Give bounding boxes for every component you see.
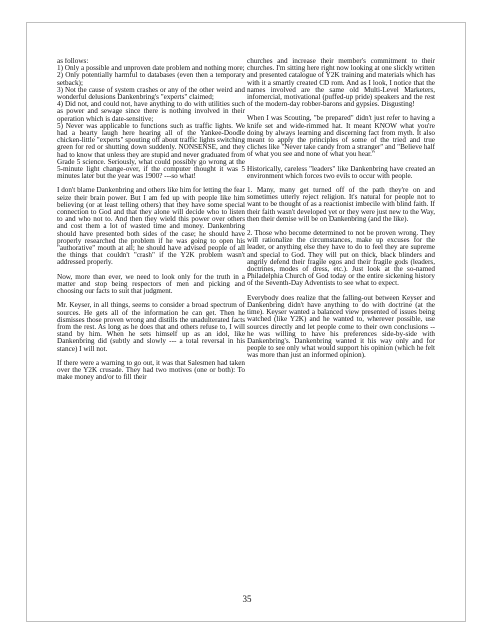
paragraph: I don't blame Dankenbring and others like him for letting the fear seize their brain power. But I am fed up with people like him believing (or at least telling others) that they have some special connection to God and that they alone will decide who to listen to and who not to. And then they wield this power over others and cost them a lot of wasted time and money. Dankenbring should have presented both sides of the case; he should have properly researched the problem if he was going to open his "authorative" mouth at all; he should have advised people of all the things that couldn't "crash" if the Y2K problem wasn't addressed properly. (57, 186, 245, 267)
paragraph: 1. Many, many get turned off of the path they're on and sometimes utterly reject religion. It's natural for people not to want to be thought of as a reactionist imbecile with blind faith. If their faith wasn't developed yet or they were just new to the Way, then their demise will be on Dankenbring (and the like). (247, 186, 435, 223)
paragraph: as follows: 1) Only a possible and unproven date problem and nothing more; 2) Only potentially harmful to databases (even then a temporary setback); 3) Not the cause of system crashes or any of the other weird and wonderful delusions Dankenbring's "experts" claimed; 4) Did not, and could not, have anything to do with utilities such as power and sewage since there is nothing involved in their operation which is date-sensitive; 5) Never was applicable to functions such as traffic lights. We had a hearty laugh here hearing all of the Yankee-Doodle chicken-little "experts" spouting off about traffic lights switching green for red or shutting down suddenly. NONSENSE, and they had to know that unless they are stupid and never graduated from Grade 5 science. Seriously, what could possibly go wrong at the 5-minute light change-over, if the computer thought it was 5 minutes later but the year was 1900? ---so what! (57, 58, 245, 181)
page-number: 35 (242, 594, 252, 604)
left-column (57, 58, 245, 593)
paragraph: Everybody does realize that the falling-out between Keyser and Dankenbring didn't have anything to do with doctrine (at the time). Keyser wanted a balanced view presented of issues being watched (like Y2K) and he wanted to, wherever possible, use sources directly and let people come to their own conclusions -- he was willing to have his preferences side-by-side with Dankenbring's. Dankenbring wanted it his way only and for people to see only what would support his opinion (which he felt was more than just an informed opinion). (247, 293, 435, 360)
right-column (247, 58, 435, 593)
paragraph: 2. Those who become determined to not be proven wrong. They will rationalize the circumstances, make up excuses for the leader, or anything else they have to do to feel they are supreme and special to God. They will put on thick, black blinders and angrily defend their fragile egos and their fragile gods (leaders, doctrines, modes of dress, etc.). Just look at the so-named Philadelphia Church of God today or the entire sickening history of the Seventh-Day Adventists to see what to expect. (247, 229, 435, 288)
paragraph: Now, more than ever, we need to look only for the truth in a matter and stop being respectors of men and picking and choosing our facts to suit that judgment. (57, 272, 245, 296)
paragraph: If there were a warning to go out, it was that Salesmen had taken over the Y2K crusade. They had two motives (one or both): To make money and/or to fill their (57, 358, 245, 382)
paragraph: churches and increase their member's commitment to their churches. I'm sitting here right now looking at one slickly written and presented catalogue of Y2K training and materials which has with it a smartly created CD rom. And as I look, I notice that the names involved are the same old Multi-Level Marketers, infomercial, motivational (puffed-up pride) speakers and the rest of the modern-day robber-barons and gypsies. Disgusting! (247, 58, 435, 109)
paragraph: Mr. Keyser, in all things, seems to consider a broad spectrum of sources. He gets all of the information he can get. Then he dismisses those proven wrong and distills the unadulterated facts from the rest. As long as he does that and others refuse to, I will stand by him. When he sets himself up as an idol, like Dankenbring did (subtly and slowly --- a total reversal in his stance) I will not. (57, 301, 245, 353)
paragraph: When I was Scouting, "be prepared" didn't just refer to having a knife set and wide-rimmed hat. It meant KNOW what you're doing by always learning and discerning fact from myth. It also meant to apply the principles of some of the tried and true cliches like "Never take candy from a stranger" and "Believe half of what you see and none of what you hear." (247, 114, 435, 159)
paragraph: Historically, careless "leaders" like Dankenbring have created an environment which forces two evils to occur with people. (247, 164, 435, 180)
